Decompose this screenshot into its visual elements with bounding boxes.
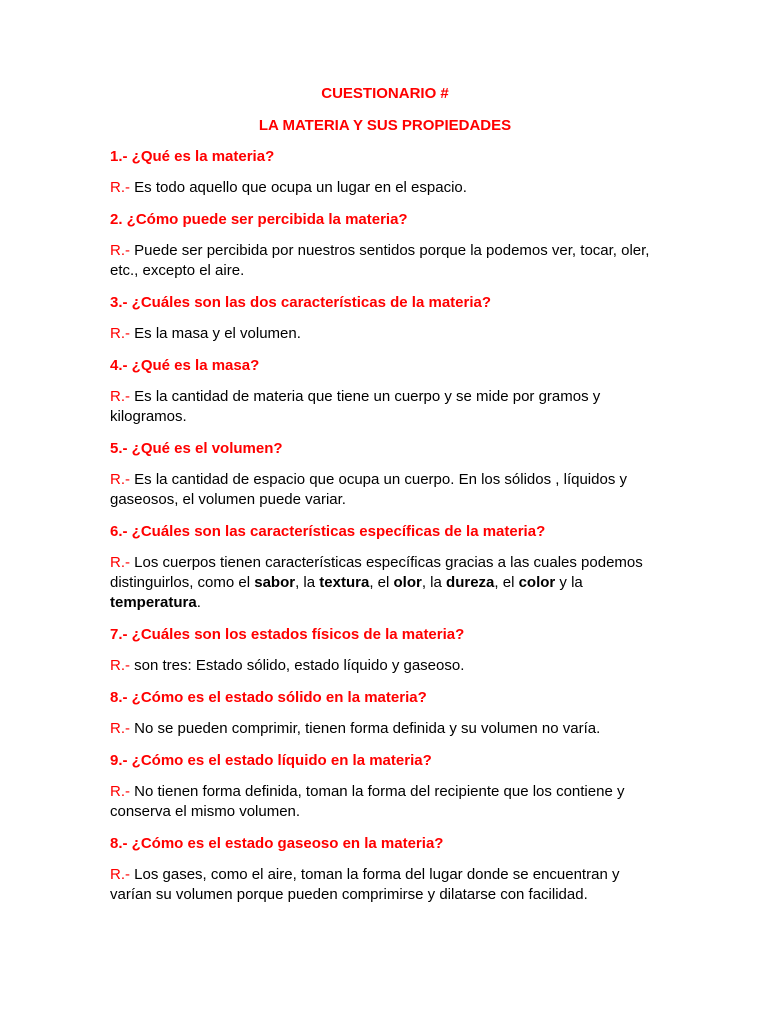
answer-text <box>110 865 660 905</box>
qa-item <box>110 834 660 905</box>
document-subtitle: LA MATERIA Y SUS PROPIEDADES <box>258 117 512 134</box>
qa-item <box>110 751 660 822</box>
question-list <box>110 147 660 905</box>
answer-segment: Puede ser percibida por nuestros sentidos porque la podemos ver, tocar, oler, etc., excepto el aire. <box>110 242 650 279</box>
answer-segment: , la <box>421 574 447 591</box>
answer-segment: son tres: Estado sólido, estado líquido y gaseoso. <box>130 657 465 674</box>
qa-item <box>110 439 660 510</box>
answer-prefix: R.- <box>110 471 130 488</box>
answer-segment: No tienen forma definida, toman la forma del recipiente que los contiene y conserva el mismo volumen. <box>110 783 625 820</box>
qa-item <box>110 522 660 613</box>
answer-prefix: R.- <box>110 325 130 342</box>
answer-prefix: R.- <box>110 866 130 883</box>
question-text: 9.- ¿Cómo es el estado líquido en la materia? <box>110 752 432 769</box>
answer-segment: . <box>196 594 201 611</box>
answer-prefix: R.- <box>110 720 130 737</box>
qa-item <box>110 356 660 427</box>
answer-prefix: R.- <box>110 242 130 259</box>
question-text: 8.- ¿Cómo es el estado sólido en la materia? <box>110 689 427 706</box>
answer-segment: Es todo aquello que ocupa un lugar en el espacio. <box>130 179 467 196</box>
answer-text <box>110 719 660 739</box>
answer-segment: No se pueden comprimir, tienen forma definida y su volumen no varía. <box>130 720 601 737</box>
qa-item <box>110 293 660 344</box>
answer-prefix: R.- <box>110 179 130 196</box>
document-page <box>110 84 660 917</box>
answer-prefix: R.- <box>110 657 130 674</box>
answer-keyword: dureza <box>446 574 495 591</box>
question-text: 5.- ¿Qué es el volumen? <box>110 440 283 457</box>
answer-text <box>110 324 660 344</box>
answer-keyword: olor <box>393 574 422 591</box>
answer-keyword: temperatura <box>110 594 197 611</box>
answer-keyword: textura <box>319 574 370 591</box>
question-text: 3.- ¿Cuáles son las dos características de la materia? <box>110 294 492 311</box>
answer-keyword: sabor <box>254 574 296 591</box>
answer-segment: , la <box>295 574 320 591</box>
answer-text <box>110 656 660 676</box>
answer-segment: Es la cantidad de espacio que ocupa un cuerpo. En los sólidos , líquidos y gaseosos, el volumen puede variar. <box>110 471 627 508</box>
answer-text <box>110 553 660 613</box>
answer-segment: Es la cantidad de materia que tiene un cuerpo y se mide por gramos y kilogramos. <box>110 388 601 425</box>
answer-segment: Los cuerpos tienen características específicas gracias a las cuales podemos distinguirlos, como el <box>110 554 643 591</box>
answer-segment: , el <box>369 574 394 591</box>
qa-item <box>110 210 660 281</box>
answer-keyword: color <box>518 574 556 591</box>
answer-prefix: R.- <box>110 388 130 405</box>
question-text: 4.- ¿Qué es la masa? <box>110 357 260 374</box>
qa-item <box>110 688 660 739</box>
answer-text <box>110 470 660 510</box>
answer-segment: Los gases, como el aire, toman la forma del lugar donde se encuentran y varían su volumen porque pueden comprimirse y dilatarse con facilidad. <box>110 866 620 903</box>
question-text: 2. ¿Cómo puede ser percibida la materia? <box>110 211 408 228</box>
answer-prefix: R.- <box>110 554 130 571</box>
answer-segment: , el <box>494 574 519 591</box>
answer-segment: Es la masa y el volumen. <box>130 325 301 342</box>
qa-item <box>110 625 660 676</box>
answer-segment: y la <box>555 574 583 591</box>
answer-text <box>110 178 660 198</box>
question-text: 6.- ¿Cuáles son las características específicas de la materia? <box>110 523 546 540</box>
question-text: 8.- ¿Cómo es el estado gaseoso en la materia? <box>110 835 444 852</box>
answer-prefix: R.- <box>110 783 130 800</box>
answer-text <box>110 241 660 281</box>
qa-item <box>110 147 660 198</box>
answer-text <box>110 782 660 822</box>
document-title: CUESTIONARIO # <box>321 85 449 102</box>
question-text: 1.- ¿Qué es la materia? <box>110 148 275 165</box>
question-text: 7.- ¿Cuáles son los estados físicos de la materia? <box>110 626 465 643</box>
answer-text <box>110 387 660 427</box>
